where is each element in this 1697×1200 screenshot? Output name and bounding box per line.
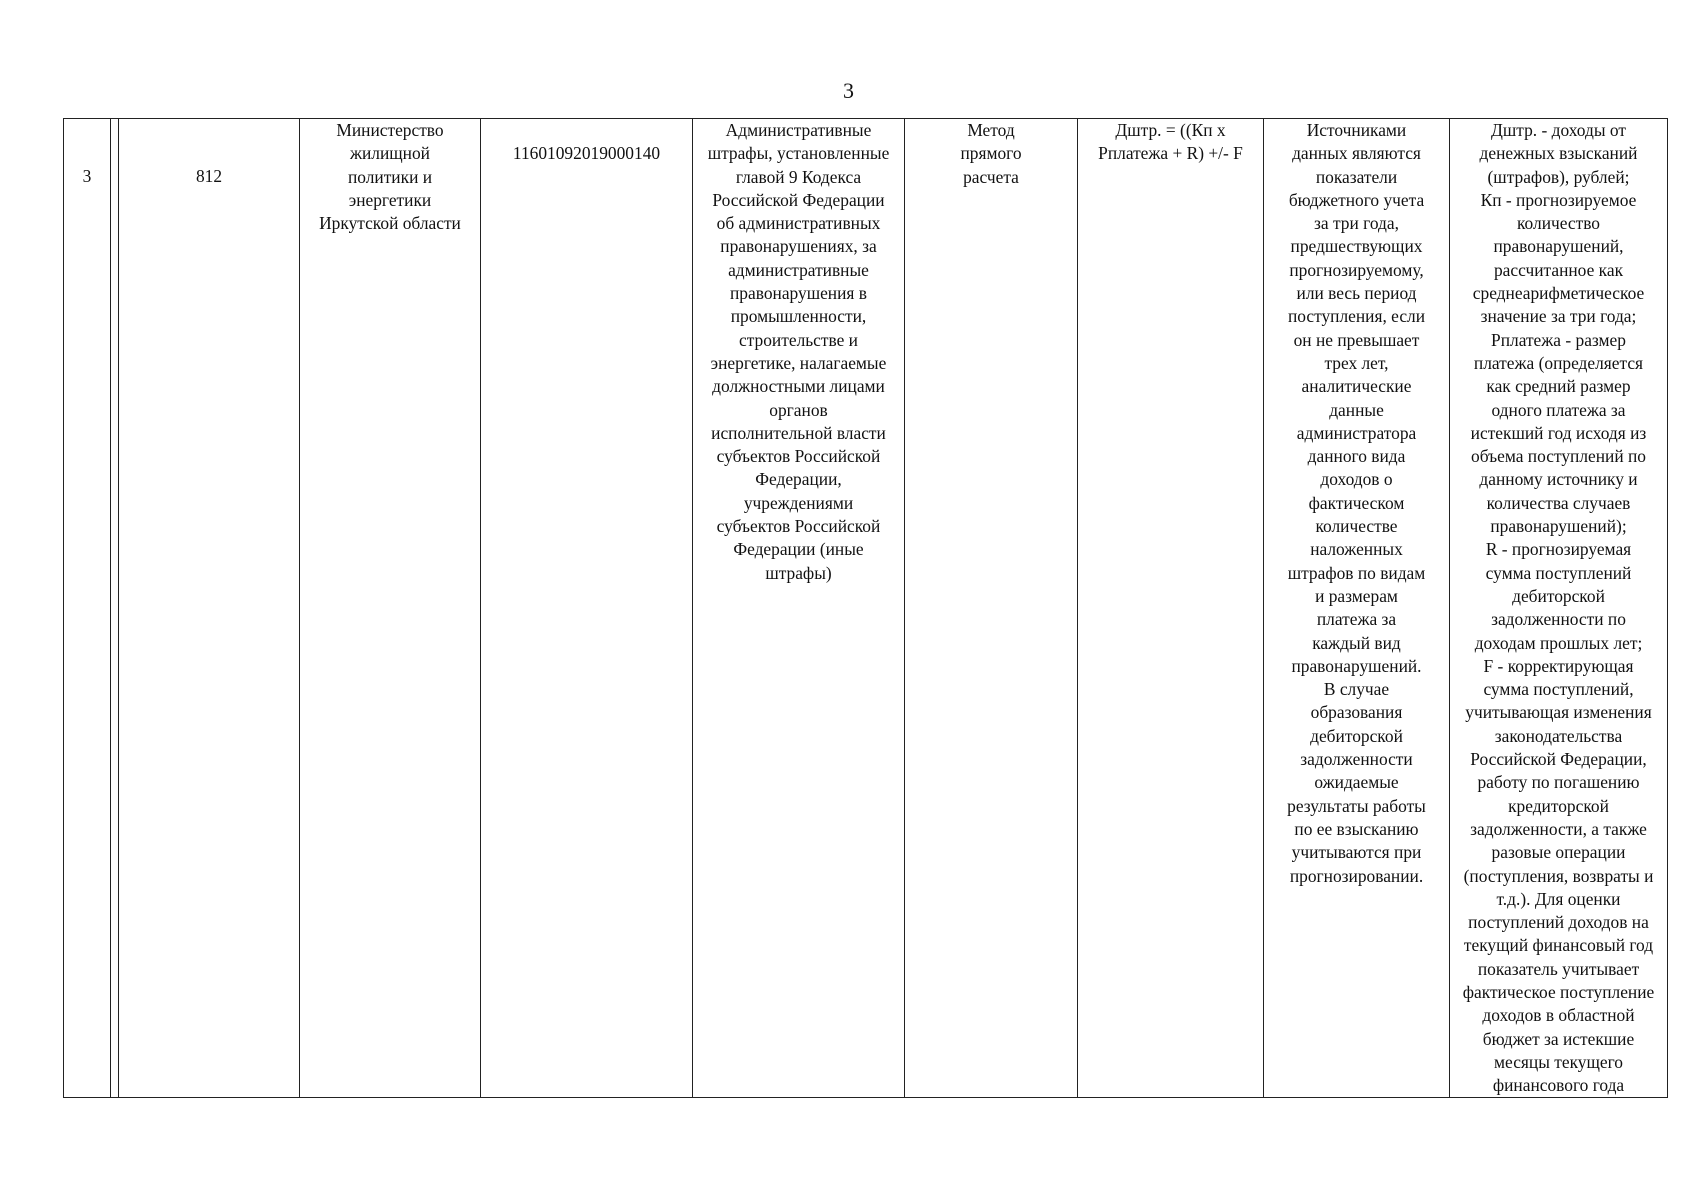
calculation-method: Метод прямого расчета — [960, 120, 1022, 187]
revenue-forecast-table — [63, 118, 1668, 1098]
indicators-cell — [1450, 119, 1668, 1098]
table-row — [64, 119, 1668, 1098]
method-cell — [905, 119, 1078, 1098]
row-number: 3 — [82, 166, 92, 186]
admin-code-cell — [119, 119, 300, 1098]
data-sources-cell — [1264, 119, 1450, 1098]
row-number-cell — [64, 119, 111, 1098]
admin-code: 812 — [195, 166, 223, 186]
revenue-name: Административные штрафы, установленные главой 9 Кодекса Российской Федерации об административных правонарушениях, за административные правонарушения в промышленности, строительстве и энергетике, налагаемые должностными лицами органов исполнительной власти субъектов Российской Федерации, учреждениями субъектов Российской Федерации (иные штрафы) — [707, 120, 890, 583]
data-sources: Источниками данных являются показатели бюджетного учета за три года, предшествующих прогнозируемому, или весь период поступления, если он не превышает трех лет, аналитические данные администратора данного вида доходов о фактическом количестве наложенных штрафов по видам и размерам платежа за каждый вид правонарушений. В случае образования дебиторской задолженности ожидаемые результаты работы по ее взысканию учитываются при прогнозировании. — [1287, 120, 1426, 886]
administrator-cell — [300, 119, 481, 1098]
kbk-code: 11601092019000140 — [512, 143, 661, 163]
calculation-formula: Дштр. = ((Кп х Рплатежа + R) +/- F — [1098, 120, 1243, 164]
formula-cell — [1078, 119, 1264, 1098]
revenue-name-cell — [693, 119, 905, 1098]
page-number: 3 — [843, 78, 854, 103]
spacer-cell — [111, 119, 119, 1098]
kbk-code-cell — [481, 119, 693, 1098]
administrator-name: Министерство жилищной политики и энергетики Иркутской области — [319, 120, 461, 234]
indicators-description: Дштр. - доходы от денежных взысканий (штрафов), рублей; Кп - прогнозируемое количество правонарушений, рассчитанное как среднеарифметическое значение за три года; Рплатежа - размер платежа (определяется как средний размер одного платежа за истекший год исходя из объема поступлений по данному источнику и количества случаев правонарушений); R - прогнозируемая сумма поступлений дебиторской задолженности по доходам прошлых лет; F - корректирующая сумма поступлений, учитывающая изменения законодательства Российской Федерации, работу по погашению кредиторской задолженности, а также разовые операции (поступления, возвраты и т.д.). Для оценки поступлений доходов на текущий финансовый год показатель учитывает фактическое поступление доходов в областной бюджет за истекшие месяцы текущего финансового года — [1462, 120, 1655, 1096]
